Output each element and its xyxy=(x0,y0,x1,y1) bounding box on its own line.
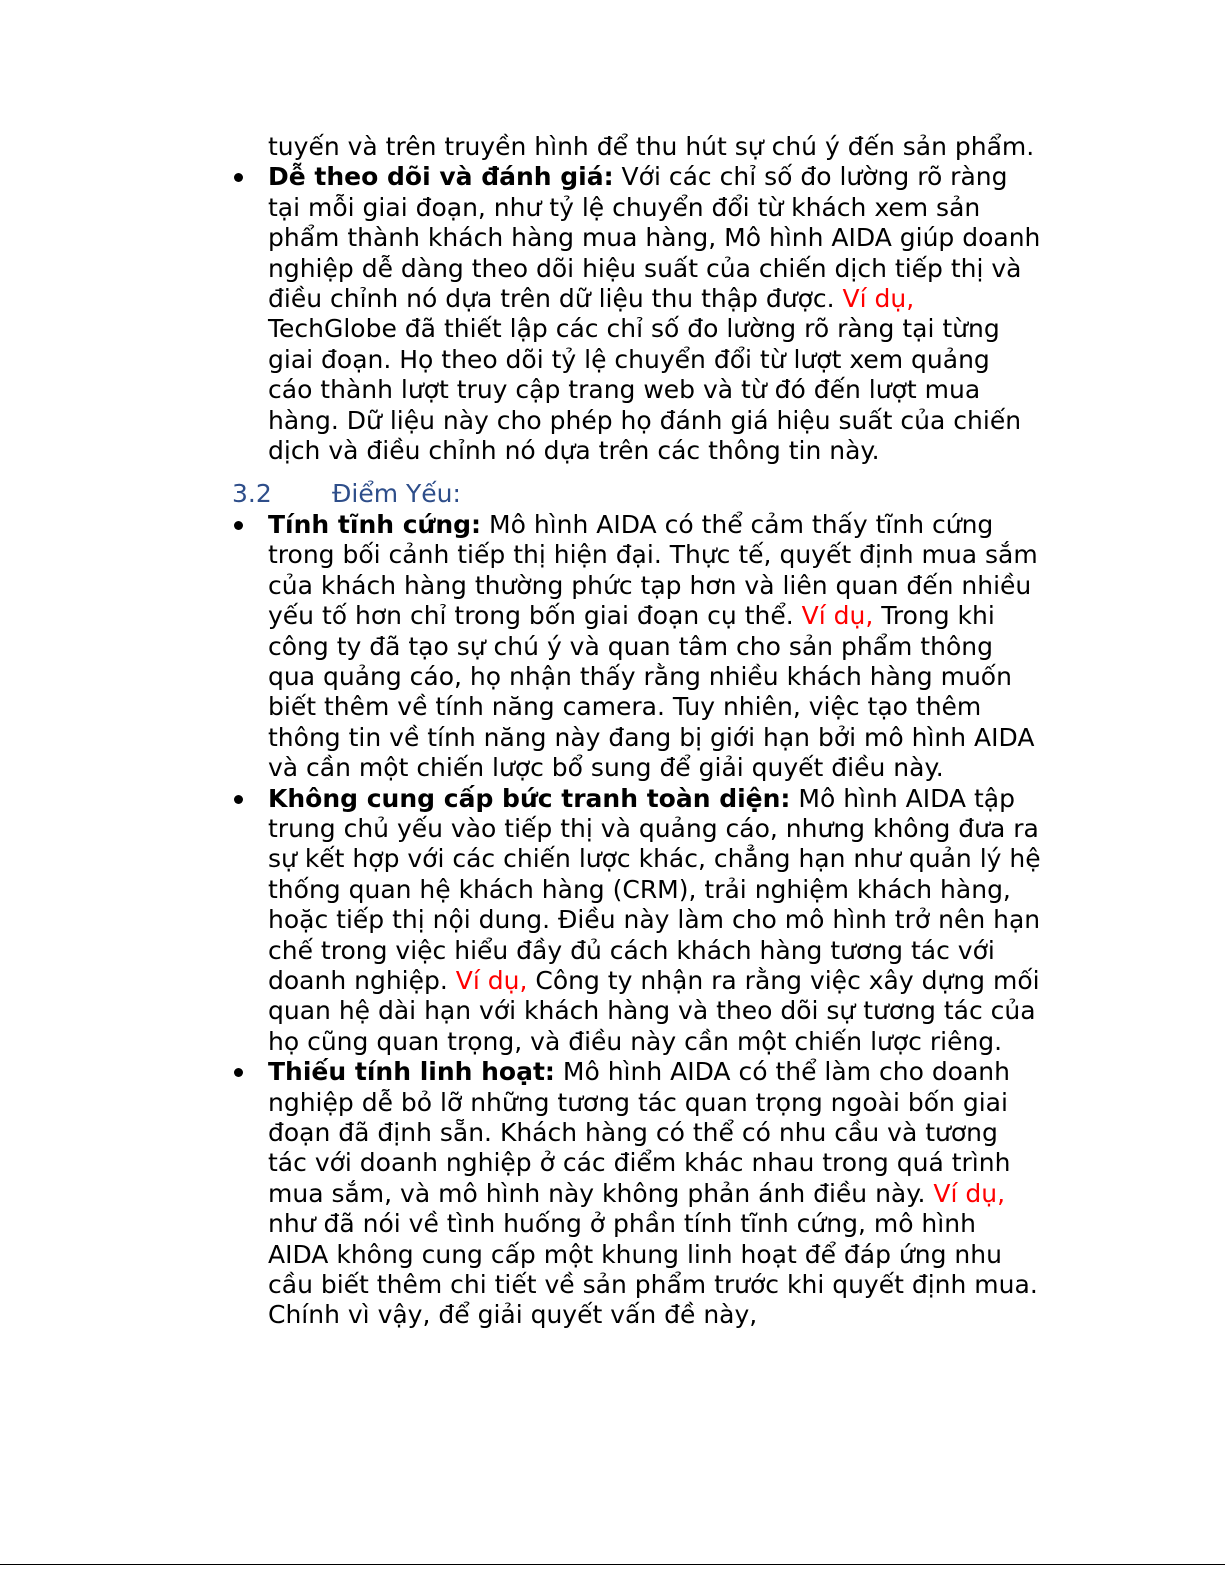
section-number: 3.2 xyxy=(232,479,272,509)
list-item-example-text: như đã nói về tình huống ở phần tính tĩnh cứng, mô hình AIDA không cung cấp một khung linh hoạt để đáp ứng nhu cầu biết thêm chi tiết về sản phẩm trước khi quyết định mua. Chính vì vậy, để giải quyết vấn đề này, xyxy=(268,1209,1038,1330)
list-item-text: Với các chỉ số đo lường rõ ràng tại mỗi giai đoạn, như tỷ lệ chuyển đổi từ khách xem sản phẩm thành khách hàng mua hàng, Mô hình AIDA giúp doanh nghiệp dễ dàng theo dõi hiệu suất của chiến dịch tiếp thị và điều chỉnh nó dựa trên dữ liệu thu thập được. xyxy=(268,162,1041,314)
continuation-paragraph: tuyến và trên truyền hình để thu hút sự chú ý đến sản phẩm. xyxy=(268,132,1035,161)
list-item-example-text: Công ty nhận ra rằng việc xây dựng mối quan hệ dài hạn với khách hàng và theo dõi sự tương tác của họ cũng quan trọng, và điều này cần một chiến lược riêng. xyxy=(268,965,1040,1056)
list-item-term: Dễ theo dõi và đánh giá: xyxy=(268,162,614,192)
list-item-term: Không cung cấp bức tranh toàn diện: xyxy=(268,783,791,813)
strengths-list xyxy=(232,162,1042,466)
document-body xyxy=(232,132,1042,1331)
list-item-inflexibility xyxy=(232,1057,1042,1331)
section-title: Điểm Yếu: xyxy=(332,479,461,509)
list-item-term: Tính tĩnh cứng: xyxy=(268,509,482,539)
page-bottom-rule xyxy=(0,1564,1225,1565)
example-label: Ví dụ, xyxy=(842,284,915,314)
example-label: Ví dụ, xyxy=(455,965,528,995)
list-item-term: Thiếu tính linh hoạt: xyxy=(268,1057,555,1087)
list-item-rigidity xyxy=(232,510,1042,784)
list-item-easy-tracking xyxy=(232,162,1042,466)
list-item-text: Mô hình AIDA có thể làm cho doanh nghiệp dễ bỏ lỡ những tương tác quan trọng ngoài bốn giai đoạn đã định sẵn. Khách hàng có thể có nhu cầu và tương tác với doanh nghiệp ở các điểm khác nhau trong quá trình mua sắm, và mô hình này không phản ánh điều này. xyxy=(268,1057,1011,1208)
example-label: Ví dụ, xyxy=(801,601,874,631)
list-item-text: Mô hình AIDA tập trung chủ yếu vào tiếp thị và quảng cáo, nhưng không đưa ra sự kết hợp với các chiến lược khác, chẳng hạn như quản lý hệ thống quan hệ khách hàng (CRM), trải nghiệm khách hàng, hoặc tiếp thị nội dung. Điều này làm cho mô hình trở nên hạn chế trong việc hiểu đầy đủ cách khách hàng tương tác với doanh nghiệp. xyxy=(268,783,1041,995)
section-heading xyxy=(232,479,1042,509)
list-item-example-text: Trong khi công ty đã tạo sự chú ý và quan tâm cho sản phẩm thông qua quảng cáo, họ nhận thấy rằng nhiều khách hàng muốn biết thêm về tính năng camera. Tuy nhiên, việc tạo thêm thông tin về tính năng này đang bị giới hạn bởi mô hình AIDA và cần một chiến lược bổ sung để giải quyết điều này. xyxy=(268,601,1035,783)
list-item-incomplete-picture xyxy=(232,784,1042,1058)
list-item-text: Mô hình AIDA có thể cảm thấy tĩnh cứng trong bối cảnh tiếp thị hiện đại. Thực tế, quyết định mua sắm của khách hàng thường phức tạp hơn và liên quan đến nhiều yếu tố hơn chỉ trong bốn giai đoạn cụ thể. xyxy=(268,509,1038,631)
example-label: Ví dụ, xyxy=(933,1178,1006,1208)
weaknesses-list xyxy=(232,510,1042,1331)
list-item-example-text: TechGlobe đã thiết lập các chỉ số đo lường rõ ràng tại từng giai đoạn. Họ theo dõi tỷ lệ chuyển đổi từ lượt xem quảng cáo thành lượt truy cập trang web và từ đó đến lượt mua hàng. Dữ liệu này cho phép họ đánh giá hiệu suất của chiến dịch và điều chỉnh nó dựa trên các thông tin này. xyxy=(268,314,1022,466)
